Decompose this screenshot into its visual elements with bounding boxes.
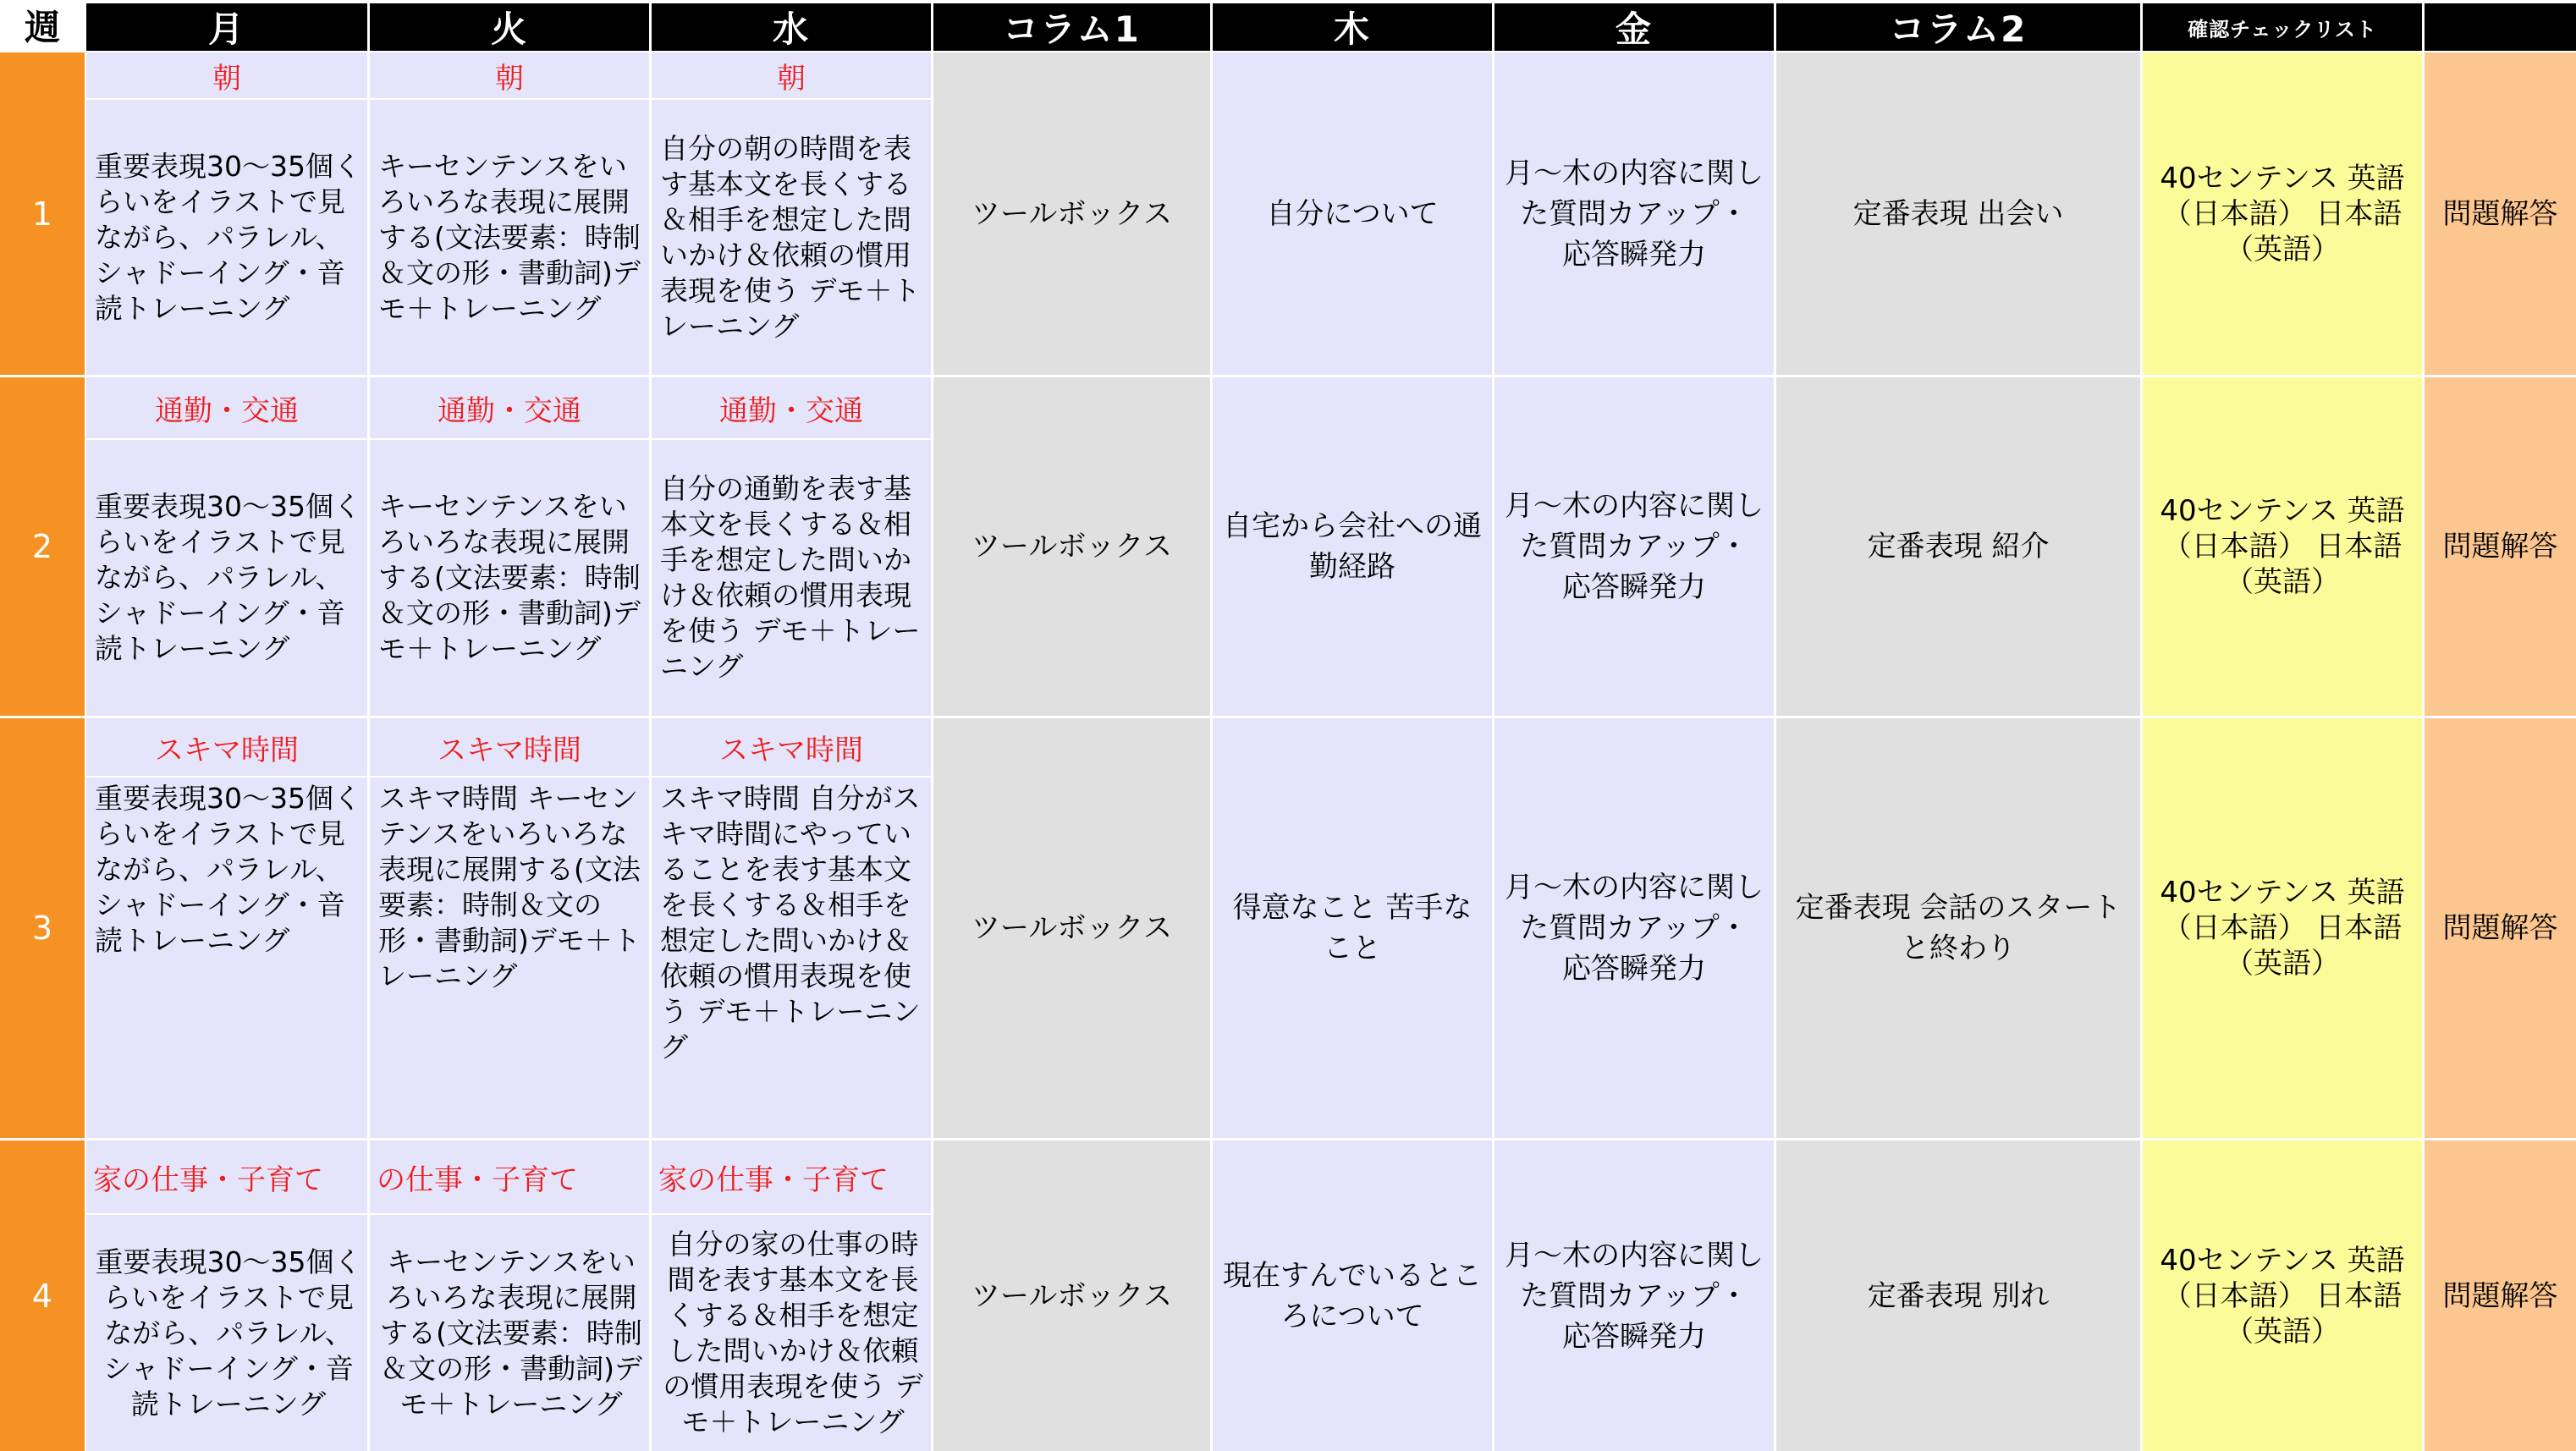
column1-cell bbox=[933, 52, 1210, 375]
checklist-cell bbox=[2143, 377, 2422, 716]
column1-cell bbox=[933, 1140, 1210, 1451]
wed-body bbox=[652, 100, 931, 375]
tue-body-text: キーセンテンスをいろいろな表現に展開する(文法要素：時制＆文の形・書動詞)デモ＋トレーニング bbox=[378, 149, 641, 325]
checklist-cell bbox=[2143, 1140, 2422, 1451]
fri-cell bbox=[1494, 52, 1774, 375]
thu-cell bbox=[1213, 1140, 1492, 1451]
wed-body-text: 自分の朝の時間を表す基本文を長くする＆相手を想定した問いかけ＆依頼の慣用表現を使う デモ＋トレーニング bbox=[660, 131, 921, 343]
tue-topic: 朝 bbox=[370, 52, 649, 98]
tue-body bbox=[370, 1215, 649, 1451]
header-last bbox=[2425, 3, 2576, 51]
column2-text: 定番表現 出会い bbox=[1852, 196, 2064, 231]
fri-text: 月〜木の内容に関した質問カアップ・ 応答瞬発力 bbox=[1505, 871, 1764, 986]
column1-text: ツールボックス bbox=[972, 1278, 1172, 1313]
wed-topic: 朝 bbox=[652, 52, 931, 98]
checklist-cell bbox=[2143, 718, 2422, 1138]
mon-body-text: 重要表現30〜35個くらいをイラストで見ながら、パラレル、シャドーイング・音読トレーニング bbox=[95, 782, 361, 957]
column2-cell bbox=[1776, 377, 2140, 716]
mon-body-text: 重要表現30〜35個くらいをイラストで見ながら、パラレル、シャドーイング・音読トレーニング bbox=[95, 149, 361, 325]
wed-body bbox=[652, 778, 931, 1138]
answer-text: 問題解答 bbox=[2442, 196, 2558, 231]
tue-body-text: スキマ時間 キーセンテンスをいろいろな表現に展開する(文法要素：時制＆文の形・書動詞)デモ＋トレーニング bbox=[378, 782, 641, 992]
week-number: 3 bbox=[0, 718, 85, 1138]
answer-cell bbox=[2425, 377, 2576, 716]
fri-text: 月〜木の内容に関した質問カアップ・ 応答瞬発力 bbox=[1505, 489, 1764, 604]
header-tue: 火 bbox=[370, 3, 649, 51]
header-week: 週 bbox=[0, 0, 85, 51]
column2-text: 定番表現 会話のスタートと終わり bbox=[1795, 891, 2122, 965]
answer-text: 問題解答 bbox=[2442, 911, 2558, 945]
mon-body bbox=[86, 100, 367, 375]
mon-body bbox=[86, 440, 367, 716]
thu-cell bbox=[1213, 718, 1492, 1138]
thu-text: 得意なこと 苦手なこと bbox=[1232, 891, 1472, 965]
checklist-text: 40センテンス 英語（日本語） 日本語（英語） bbox=[2160, 1243, 2405, 1349]
tue-topic: スキマ時間 bbox=[370, 718, 649, 776]
answer-cell bbox=[2425, 718, 2576, 1138]
thu-text: 自分について bbox=[1266, 196, 1439, 231]
answer-text: 問題解答 bbox=[2442, 530, 2558, 563]
answer-cell bbox=[2425, 1140, 2576, 1451]
header-fri: 金 bbox=[1494, 3, 1774, 51]
header-checklist: 確認チェックリスト bbox=[2143, 3, 2422, 51]
column2-text: 定番表現 別れ bbox=[1867, 1278, 2050, 1313]
answer-text: 問題解答 bbox=[2442, 1278, 2558, 1313]
mon-body-text: 重要表現30〜35個くらいをイラストで見ながら、パラレル、シャドーイング・音読トレーニング bbox=[95, 490, 361, 665]
tue-body-text: キーセンテンスをいろいろな表現に展開する(文法要素：時制＆文の形・書動詞)デモ＋トレーニング bbox=[380, 1245, 642, 1421]
wed-topic: 通勤・交通 bbox=[652, 377, 931, 438]
wed-body-text: スキマ時間 自分がスキマ時間にやっていることを表す基本文を長くする＆相手を想定した問いかけ＆依頼の慣用表現を使う デモ＋トレーニング bbox=[660, 782, 921, 1064]
thu-cell bbox=[1213, 377, 1492, 716]
tue-body bbox=[370, 440, 649, 716]
mon-body bbox=[86, 778, 367, 1138]
tue-topic: の仕事・子育て bbox=[370, 1140, 649, 1213]
mon-topic: 朝 bbox=[86, 52, 367, 98]
header-column2: コラム2 bbox=[1776, 3, 2140, 51]
thu-text: 現在すんでいるところについて bbox=[1223, 1258, 1482, 1333]
wed-topic: スキマ時間 bbox=[652, 718, 931, 776]
wed-body-text: 自分の家の仕事の時間を表す基本文を長くする＆相手を想定した問いかけ＆依頼の慣用表現を使う デモ＋トレーニング bbox=[663, 1227, 923, 1438]
header-thu: 木 bbox=[1213, 3, 1492, 51]
wed-topic: 家の仕事・子育て bbox=[652, 1140, 931, 1213]
tue-body bbox=[370, 100, 649, 375]
column2-text: 定番表現 紹介 bbox=[1867, 530, 2050, 563]
wed-body bbox=[652, 1215, 931, 1451]
checklist-text: 40センテンス 英語（日本語） 日本語（英語） bbox=[2160, 161, 2405, 267]
column2-cell bbox=[1776, 52, 2140, 375]
column1-cell bbox=[933, 718, 1210, 1138]
fri-cell bbox=[1494, 377, 1774, 716]
column2-cell bbox=[1776, 1140, 2140, 1451]
thu-cell bbox=[1213, 52, 1492, 375]
mon-topic: スキマ時間 bbox=[86, 718, 367, 776]
week-number: 4 bbox=[0, 1140, 85, 1451]
column2-cell bbox=[1776, 718, 2140, 1138]
column1-text: ツールボックス bbox=[972, 196, 1172, 231]
checklist-text: 40センテンス 英語（日本語） 日本語（英語） bbox=[2160, 876, 2405, 981]
mon-topic: 通勤・交通 bbox=[86, 377, 367, 438]
column1-text: ツールボックス bbox=[972, 911, 1172, 945]
fri-text: 月〜木の内容に関した質問カアップ・ 応答瞬発力 bbox=[1505, 1238, 1764, 1354]
header-mon: 月 bbox=[86, 3, 367, 51]
header-wed: 水 bbox=[652, 3, 931, 51]
answer-cell bbox=[2425, 52, 2576, 375]
column1-cell bbox=[933, 377, 1210, 716]
week-number: 1 bbox=[0, 52, 85, 375]
tue-topic: 通勤・交通 bbox=[370, 377, 649, 438]
fri-cell bbox=[1494, 1140, 1774, 1451]
week-number: 2 bbox=[0, 377, 85, 716]
mon-body-text: 重要表現30〜35個くらいをイラストで見ながら、パラレル、シャドーイング・音読トレーニング bbox=[95, 1245, 362, 1421]
wed-body bbox=[652, 440, 931, 716]
mon-body bbox=[86, 1215, 367, 1451]
tue-body bbox=[370, 778, 649, 1138]
header-column1: コラム1 bbox=[933, 3, 1210, 51]
column1-text: ツールボックス bbox=[972, 530, 1172, 563]
fri-cell bbox=[1494, 718, 1774, 1138]
wed-body-text: 自分の通勤を表す基本文を長くする＆相手を想定した問いかけ＆依頼の慣用表現を使う デモ＋トレーニング bbox=[660, 472, 921, 683]
thu-text: 自宅から会社への通勤経路 bbox=[1223, 509, 1482, 584]
tue-body-text: キーセンテンスをいろいろな表現に展開する(文法要素：時制＆文の形・書動詞)デモ＋トレーニング bbox=[378, 490, 641, 665]
mon-topic: 家の仕事・子育て bbox=[86, 1140, 367, 1213]
checklist-cell bbox=[2143, 52, 2422, 375]
checklist-text: 40センテンス 英語（日本語） 日本語（英語） bbox=[2160, 494, 2405, 599]
fri-text: 月〜木の内容に関した質問カアップ・ 応答瞬発力 bbox=[1505, 156, 1764, 272]
